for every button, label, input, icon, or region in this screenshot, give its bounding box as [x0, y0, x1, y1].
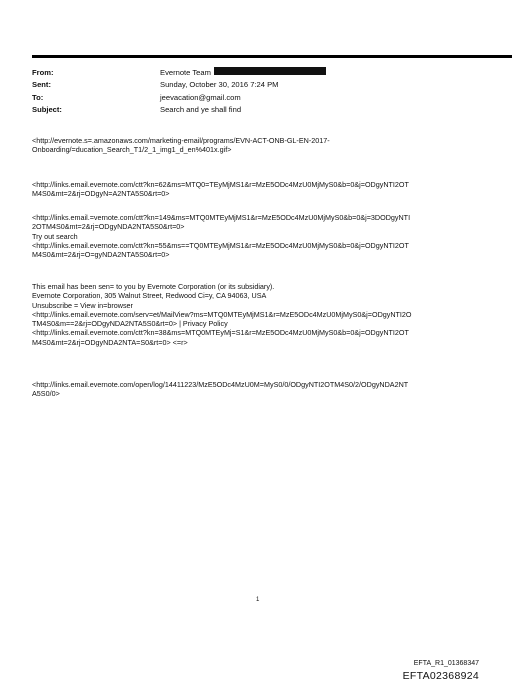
from-row: [32, 67, 326, 79]
body-line[interactable]: Unsubscribe = View in=browser: [32, 300, 133, 310]
sent-row: [32, 79, 326, 91]
body-line: <http://evernote.s=.amazonaws.com/marketing-email/programs/EVN-ACT-ONB-GL-EN-2017-: [32, 136, 330, 145]
body-line[interactable]: M4S0&mt=2&rj=ODgyNDA2NTA=S0&rt=0> <=r>: [32, 337, 188, 347]
subject-value: Search and ye shall find: [160, 104, 242, 114]
subject-row: [32, 104, 326, 116]
to-value: jeevacation@gmail.com: [160, 92, 241, 102]
body-line: Try out search: [32, 231, 78, 241]
header-rule: [32, 55, 512, 58]
body-line[interactable]: A5S0/0>: [32, 389, 60, 399]
body-line: Evernote Corporation, 305 Walnut Street, Redwood Ci=y, CA 94063, USA: [32, 291, 267, 301]
body-line[interactable]: TM4S0&m==2&rj=ODgyNDA2NTA5S0&rt=0> | Privacy Policy: [32, 319, 228, 329]
redaction-bar: [214, 67, 326, 75]
from-value: Evernote Team: [160, 68, 211, 77]
footer-block: [32, 282, 492, 347]
page-number: 1: [256, 597, 260, 603]
to-row: [32, 92, 326, 104]
from-label: From:: [32, 68, 54, 77]
body-line[interactable]: <http://links.email.evernote.com/ctt?kn=38&ms=MTQ0MTEyMj=S1&r=MzE5ODc4MzU0MjMyS0&b=0&j=ODgyNTI2OT: [32, 328, 409, 338]
body-line[interactable]: <http://links.email.evernote.com/ctt?kn=62&ms=MTQ0=TEyMjMS1&r=MzE5ODc4MzU0MjMyS0&b=0&j=ODgyNTI2OT: [32, 180, 409, 189]
bates-stamp-large: EFTA02368924: [402, 670, 479, 682]
bates-stamp-small: EFTA_R1_01368347: [413, 660, 479, 667]
body-line: This email has been sen= to you by Evernote Corporation (or its subsidiary).: [32, 282, 275, 291]
body-line[interactable]: M4S0&mt=2&rj=O=gyNDA2NTA5S0&rt=0>: [32, 250, 170, 260]
body-line[interactable]: 2OTM4S0&mt=2&rj=ODgyNDA2NTA5S0&rt=0>: [32, 222, 185, 232]
search-link-block: [32, 213, 492, 259]
sent-label: Sent:: [32, 80, 51, 90]
body-line[interactable]: M4S0&mt=2&rj=ODgyN=A2NTA5S0&rt=0>: [32, 189, 170, 199]
body-line[interactable]: <http://links.email.evernote.com/ctt?kn=55&ms==TQ0MTEyMjMS1&r=MzE5ODc4MzU0MjMyS0&b=0&j=ODgyNTI2OT: [32, 240, 409, 250]
body-line[interactable]: <http://links.email.evernote.com/serv=et/MailView?ms=MTQ0MTEyMjMS1&r=MzE5ODc4MzU0MjMyS0&j=ODgyNTI2O: [32, 309, 412, 319]
image-link-block: [32, 136, 492, 155]
link-block: [32, 180, 492, 199]
email-header: [32, 67, 326, 116]
sent-value: Sunday, October 30, 2016 7:24 PM: [160, 80, 279, 90]
body-line[interactable]: <http://links.email.evernote.com/open/log/14411223/MzE5ODc4MzU0M=MyS0/0/ODgyNTI2OTM4S0/2/ODgyNDA2NT: [32, 380, 409, 389]
body-line: Onboarding/=ducation_Search_T1/2_1_img1_d_en%401x.gif>: [32, 145, 232, 155]
to-label: To:: [32, 92, 44, 102]
tracking-link-block: [32, 380, 492, 399]
body-line[interactable]: <http://links.email.=vernote.com/ctt?kn=149&ms=MTQ0MTEyMjMS1&r=MzE5ODc4MzU0MjMyS0&b=0&j=3DODgyNTI: [32, 213, 411, 222]
subject-label: Subject:: [32, 104, 62, 114]
